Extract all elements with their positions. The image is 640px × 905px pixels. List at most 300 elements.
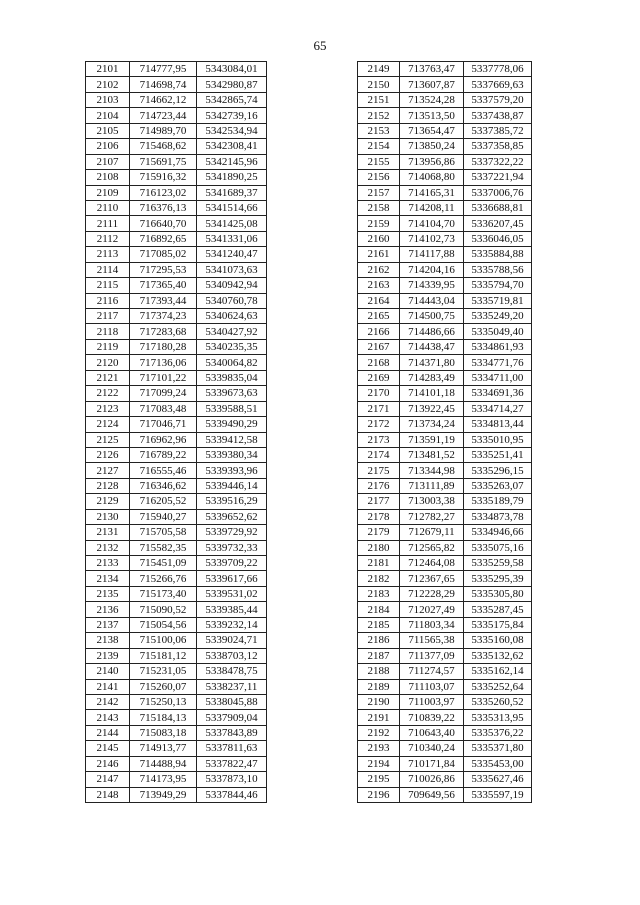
x-coordinate-cell: 717046,71	[130, 417, 197, 432]
table-row	[358, 62, 532, 77]
y-coordinate-cell: 5334714,27	[464, 401, 532, 416]
table-row	[358, 741, 532, 756]
x-coordinate-cell: 710026,86	[400, 772, 464, 787]
table-row	[86, 77, 267, 92]
y-coordinate-cell: 5339652,62	[197, 509, 267, 524]
y-coordinate-cell: 5337322,22	[464, 154, 532, 169]
table-row	[86, 293, 267, 308]
point-number-cell: 2152	[358, 108, 400, 123]
x-coordinate-cell: 713922,45	[400, 401, 464, 416]
y-coordinate-cell: 5337579,20	[464, 92, 532, 107]
point-number-cell: 2182	[358, 571, 400, 586]
x-coordinate-cell: 713513,50	[400, 108, 464, 123]
point-number-cell: 2105	[86, 123, 130, 138]
table-row	[86, 370, 267, 385]
y-coordinate-cell: 5335249,20	[464, 309, 532, 324]
y-coordinate-cell: 5335794,70	[464, 278, 532, 293]
x-coordinate-cell: 714165,31	[400, 185, 464, 200]
point-number-cell: 2123	[86, 401, 130, 416]
table-row	[358, 355, 532, 370]
x-coordinate-cell: 717101,22	[130, 370, 197, 385]
y-coordinate-cell: 5337778,06	[464, 62, 532, 77]
point-number-cell: 2190	[358, 694, 400, 709]
x-coordinate-cell: 715916,32	[130, 170, 197, 185]
point-number-cell: 2147	[86, 772, 130, 787]
y-coordinate-cell: 5339393,96	[197, 463, 267, 478]
table-row	[358, 123, 532, 138]
table-row	[358, 725, 532, 740]
point-number-cell: 2154	[358, 139, 400, 154]
x-coordinate-cell: 715090,52	[130, 602, 197, 617]
point-number-cell: 2127	[86, 463, 130, 478]
table-row	[358, 216, 532, 231]
x-coordinate-cell: 715266,76	[130, 571, 197, 586]
point-number-cell: 2126	[86, 447, 130, 462]
point-number-cell: 2125	[86, 432, 130, 447]
y-coordinate-cell: 5334691,36	[464, 386, 532, 401]
x-coordinate-cell: 714443,04	[400, 293, 464, 308]
point-number-cell: 2185	[358, 617, 400, 632]
table-row	[86, 309, 267, 324]
x-coordinate-cell: 709649,56	[400, 787, 464, 802]
point-number-cell: 2177	[358, 494, 400, 509]
y-coordinate-cell: 5342308,41	[197, 139, 267, 154]
y-coordinate-cell: 5337358,85	[464, 139, 532, 154]
point-number-cell: 2118	[86, 324, 130, 339]
y-coordinate-cell: 5336207,45	[464, 216, 532, 231]
point-number-cell: 2113	[86, 247, 130, 262]
point-number-cell: 2179	[358, 525, 400, 540]
x-coordinate-cell: 714438,47	[400, 339, 464, 354]
x-coordinate-cell: 717083,48	[130, 401, 197, 416]
y-coordinate-cell: 5337843,89	[197, 725, 267, 740]
point-number-cell: 2129	[86, 494, 130, 509]
x-coordinate-cell: 714102,73	[400, 231, 464, 246]
point-number-cell: 2149	[358, 62, 400, 77]
x-coordinate-cell: 715250,13	[130, 694, 197, 709]
y-coordinate-cell: 5337822,47	[197, 756, 267, 771]
y-coordinate-cell: 5337844,46	[197, 787, 267, 802]
coordinates-table-left	[85, 61, 267, 803]
x-coordinate-cell: 714204,16	[400, 262, 464, 277]
x-coordinate-cell: 717099,24	[130, 386, 197, 401]
table-row	[358, 478, 532, 493]
y-coordinate-cell: 5335251,41	[464, 447, 532, 462]
point-number-cell: 2172	[358, 417, 400, 432]
x-coordinate-cell: 711377,09	[400, 648, 464, 663]
point-number-cell: 2133	[86, 556, 130, 571]
y-coordinate-cell: 5335597,19	[464, 787, 532, 802]
table-row	[86, 586, 267, 601]
x-coordinate-cell: 717374,23	[130, 309, 197, 324]
table-row	[86, 108, 267, 123]
x-coordinate-cell: 712679,11	[400, 525, 464, 540]
y-coordinate-cell: 5335313,95	[464, 710, 532, 725]
y-coordinate-cell: 5335305,80	[464, 586, 532, 601]
point-number-cell: 2169	[358, 370, 400, 385]
y-coordinate-cell: 5339446,14	[197, 478, 267, 493]
point-number-cell: 2176	[358, 478, 400, 493]
table-row	[86, 787, 267, 802]
table-row	[86, 62, 267, 77]
table-row	[358, 664, 532, 679]
x-coordinate-cell: 713344,98	[400, 463, 464, 478]
y-coordinate-cell: 5341331,06	[197, 231, 267, 246]
table-row	[358, 494, 532, 509]
table-row	[358, 772, 532, 787]
table-row	[86, 602, 267, 617]
y-coordinate-cell: 5341425,08	[197, 216, 267, 231]
table-row	[86, 463, 267, 478]
x-coordinate-cell: 714913,77	[130, 741, 197, 756]
point-number-cell: 2114	[86, 262, 130, 277]
x-coordinate-cell: 715054,56	[130, 617, 197, 632]
point-number-cell: 2192	[358, 725, 400, 740]
y-coordinate-cell: 5343084,01	[197, 62, 267, 77]
point-number-cell: 2189	[358, 679, 400, 694]
table-row	[86, 339, 267, 354]
y-coordinate-cell: 5335259,58	[464, 556, 532, 571]
x-coordinate-cell: 713956,86	[400, 154, 464, 169]
table-row	[358, 185, 532, 200]
table-row	[86, 324, 267, 339]
table-row	[358, 77, 532, 92]
table-row	[86, 571, 267, 586]
point-number-cell: 2161	[358, 247, 400, 262]
table-row	[86, 92, 267, 107]
point-number-cell: 2163	[358, 278, 400, 293]
y-coordinate-cell: 5339490,29	[197, 417, 267, 432]
x-coordinate-cell: 715705,58	[130, 525, 197, 540]
point-number-cell: 2108	[86, 170, 130, 185]
coordinates-table-right	[357, 61, 532, 803]
y-coordinate-cell: 5335884,88	[464, 247, 532, 262]
x-coordinate-cell: 713949,29	[130, 787, 197, 802]
point-number-cell: 2119	[86, 339, 130, 354]
x-coordinate-cell: 715582,35	[130, 540, 197, 555]
table-row	[358, 370, 532, 385]
point-number-cell: 2104	[86, 108, 130, 123]
y-coordinate-cell: 5335453,00	[464, 756, 532, 771]
point-number-cell: 2136	[86, 602, 130, 617]
point-number-cell: 2158	[358, 200, 400, 215]
table-row	[358, 679, 532, 694]
x-coordinate-cell: 717085,02	[130, 247, 197, 262]
y-coordinate-cell: 5339385,44	[197, 602, 267, 617]
table-row	[358, 247, 532, 262]
table-row	[86, 231, 267, 246]
point-number-cell: 2117	[86, 309, 130, 324]
x-coordinate-cell: 713481,52	[400, 447, 464, 462]
x-coordinate-cell: 715451,09	[130, 556, 197, 571]
x-coordinate-cell: 716205,52	[130, 494, 197, 509]
point-number-cell: 2148	[86, 787, 130, 802]
y-coordinate-cell: 5335252,64	[464, 679, 532, 694]
point-number-cell: 2145	[86, 741, 130, 756]
y-coordinate-cell: 5336688,81	[464, 200, 532, 215]
point-number-cell: 2102	[86, 77, 130, 92]
point-number-cell: 2167	[358, 339, 400, 354]
table-row	[86, 123, 267, 138]
y-coordinate-cell: 5340235,35	[197, 339, 267, 354]
table-row	[86, 617, 267, 632]
x-coordinate-cell: 713111,89	[400, 478, 464, 493]
x-coordinate-cell: 714698,74	[130, 77, 197, 92]
y-coordinate-cell: 5334711,00	[464, 370, 532, 385]
x-coordinate-cell: 714101,18	[400, 386, 464, 401]
point-number-cell: 2195	[358, 772, 400, 787]
point-number-cell: 2165	[358, 309, 400, 324]
table-row	[358, 602, 532, 617]
point-number-cell: 2166	[358, 324, 400, 339]
x-coordinate-cell: 717393,44	[130, 293, 197, 308]
table-row	[86, 170, 267, 185]
x-coordinate-cell: 713734,24	[400, 417, 464, 432]
y-coordinate-cell: 5340427,92	[197, 324, 267, 339]
point-number-cell: 2122	[86, 386, 130, 401]
point-number-cell: 2178	[358, 509, 400, 524]
y-coordinate-cell: 5339617,66	[197, 571, 267, 586]
x-coordinate-cell: 716123,02	[130, 185, 197, 200]
point-number-cell: 2143	[86, 710, 130, 725]
point-number-cell: 2109	[86, 185, 130, 200]
y-coordinate-cell: 5335371,80	[464, 741, 532, 756]
table-row	[358, 324, 532, 339]
table-row	[358, 586, 532, 601]
table-row	[358, 309, 532, 324]
y-coordinate-cell: 5334861,93	[464, 339, 532, 354]
x-coordinate-cell: 714662,12	[130, 92, 197, 107]
y-coordinate-cell: 5341240,47	[197, 247, 267, 262]
point-number-cell: 2171	[358, 401, 400, 416]
y-coordinate-cell: 5339673,63	[197, 386, 267, 401]
y-coordinate-cell: 5341073,63	[197, 262, 267, 277]
point-number-cell: 2194	[358, 756, 400, 771]
point-number-cell: 2181	[358, 556, 400, 571]
y-coordinate-cell: 5335189,79	[464, 494, 532, 509]
x-coordinate-cell: 716346,62	[130, 478, 197, 493]
point-number-cell: 2196	[358, 787, 400, 802]
table-row	[358, 648, 532, 663]
table-row	[358, 525, 532, 540]
y-coordinate-cell: 5335075,16	[464, 540, 532, 555]
x-coordinate-cell: 716640,70	[130, 216, 197, 231]
point-number-cell: 2151	[358, 92, 400, 107]
table-row	[86, 447, 267, 462]
x-coordinate-cell: 714104,70	[400, 216, 464, 231]
y-coordinate-cell: 5341689,37	[197, 185, 267, 200]
y-coordinate-cell: 5339588,51	[197, 401, 267, 416]
table-row	[86, 633, 267, 648]
y-coordinate-cell: 5337669,63	[464, 77, 532, 92]
point-number-cell: 2170	[358, 386, 400, 401]
table-row	[86, 556, 267, 571]
point-number-cell: 2191	[358, 710, 400, 725]
table-row	[86, 478, 267, 493]
point-number-cell: 2139	[86, 648, 130, 663]
point-number-cell: 2175	[358, 463, 400, 478]
x-coordinate-cell: 714723,44	[130, 108, 197, 123]
table-row	[86, 756, 267, 771]
y-coordinate-cell: 5334771,76	[464, 355, 532, 370]
point-number-cell: 2164	[358, 293, 400, 308]
table-row	[358, 756, 532, 771]
point-number-cell: 2174	[358, 447, 400, 462]
y-coordinate-cell: 5335788,56	[464, 262, 532, 277]
x-coordinate-cell: 716789,22	[130, 447, 197, 462]
x-coordinate-cell: 715231,05	[130, 664, 197, 679]
table-row	[86, 355, 267, 370]
table-row	[358, 139, 532, 154]
table-row	[358, 463, 532, 478]
y-coordinate-cell: 5341514,66	[197, 200, 267, 215]
y-coordinate-cell: 5334813,44	[464, 417, 532, 432]
x-coordinate-cell: 710839,22	[400, 710, 464, 725]
y-coordinate-cell: 5339531,02	[197, 586, 267, 601]
x-coordinate-cell: 713591,19	[400, 432, 464, 447]
table-row	[358, 92, 532, 107]
x-coordinate-cell: 712464,08	[400, 556, 464, 571]
x-coordinate-cell: 714488,94	[130, 756, 197, 771]
x-coordinate-cell: 717365,40	[130, 278, 197, 293]
x-coordinate-cell: 715691,75	[130, 154, 197, 169]
table-row	[358, 262, 532, 277]
y-coordinate-cell: 5342980,87	[197, 77, 267, 92]
table-row	[358, 633, 532, 648]
point-number-cell: 2121	[86, 370, 130, 385]
table-row	[358, 787, 532, 802]
table-row	[86, 401, 267, 416]
y-coordinate-cell: 5341890,25	[197, 170, 267, 185]
x-coordinate-cell: 714777,95	[130, 62, 197, 77]
table-row	[86, 772, 267, 787]
x-coordinate-cell: 713524,28	[400, 92, 464, 107]
point-number-cell: 2153	[358, 123, 400, 138]
x-coordinate-cell: 714173,95	[130, 772, 197, 787]
y-coordinate-cell: 5337873,10	[197, 772, 267, 787]
y-coordinate-cell: 5337438,87	[464, 108, 532, 123]
table-row	[86, 664, 267, 679]
x-coordinate-cell: 716376,13	[130, 200, 197, 215]
table-row	[86, 710, 267, 725]
x-coordinate-cell: 711565,38	[400, 633, 464, 648]
y-coordinate-cell: 5335287,45	[464, 602, 532, 617]
x-coordinate-cell: 713850,24	[400, 139, 464, 154]
point-number-cell: 2156	[358, 170, 400, 185]
point-number-cell: 2130	[86, 509, 130, 524]
point-number-cell: 2186	[358, 633, 400, 648]
y-coordinate-cell: 5340064,82	[197, 355, 267, 370]
y-coordinate-cell: 5335010,95	[464, 432, 532, 447]
point-number-cell: 2107	[86, 154, 130, 169]
y-coordinate-cell: 5335132,62	[464, 648, 532, 663]
x-coordinate-cell: 712782,27	[400, 509, 464, 524]
table-row	[358, 293, 532, 308]
point-number-cell: 2131	[86, 525, 130, 540]
y-coordinate-cell: 5339835,04	[197, 370, 267, 385]
y-coordinate-cell: 5342865,74	[197, 92, 267, 107]
y-coordinate-cell: 5338237,11	[197, 679, 267, 694]
point-number-cell: 2132	[86, 540, 130, 555]
table-row	[358, 447, 532, 462]
y-coordinate-cell: 5335376,22	[464, 725, 532, 740]
x-coordinate-cell: 712228,29	[400, 586, 464, 601]
x-coordinate-cell: 715184,13	[130, 710, 197, 725]
table-row	[86, 247, 267, 262]
x-coordinate-cell: 711803,34	[400, 617, 464, 632]
table-row	[358, 386, 532, 401]
y-coordinate-cell: 5338045,88	[197, 694, 267, 709]
point-number-cell: 2188	[358, 664, 400, 679]
table-row	[86, 679, 267, 694]
x-coordinate-cell: 717180,28	[130, 339, 197, 354]
point-number-cell: 2101	[86, 62, 130, 77]
table-row	[86, 185, 267, 200]
table-row	[358, 278, 532, 293]
table-row	[358, 417, 532, 432]
table-row	[86, 741, 267, 756]
point-number-cell: 2173	[358, 432, 400, 447]
point-number-cell: 2180	[358, 540, 400, 555]
y-coordinate-cell: 5342534,94	[197, 123, 267, 138]
y-coordinate-cell: 5342145,96	[197, 154, 267, 169]
y-coordinate-cell: 5335049,40	[464, 324, 532, 339]
table-row	[358, 556, 532, 571]
y-coordinate-cell: 5339709,22	[197, 556, 267, 571]
point-number-cell: 2112	[86, 231, 130, 246]
table-row	[86, 694, 267, 709]
x-coordinate-cell: 710340,24	[400, 741, 464, 756]
table-row	[86, 262, 267, 277]
y-coordinate-cell: 5335162,14	[464, 664, 532, 679]
x-coordinate-cell: 714500,75	[400, 309, 464, 324]
table-row	[86, 386, 267, 401]
x-coordinate-cell: 715468,62	[130, 139, 197, 154]
table-row	[86, 648, 267, 663]
y-coordinate-cell: 5336046,05	[464, 231, 532, 246]
table-row	[86, 525, 267, 540]
x-coordinate-cell: 715260,07	[130, 679, 197, 694]
point-number-cell: 2103	[86, 92, 130, 107]
table-row	[358, 108, 532, 123]
point-number-cell: 2184	[358, 602, 400, 617]
x-coordinate-cell: 714989,70	[130, 123, 197, 138]
y-coordinate-cell: 5339516,29	[197, 494, 267, 509]
y-coordinate-cell: 5340760,78	[197, 293, 267, 308]
x-coordinate-cell: 715083,18	[130, 725, 197, 740]
y-coordinate-cell: 5338478,75	[197, 664, 267, 679]
table-row	[86, 154, 267, 169]
y-coordinate-cell: 5339232,14	[197, 617, 267, 632]
y-coordinate-cell: 5342739,16	[197, 108, 267, 123]
table-row	[86, 417, 267, 432]
point-number-cell: 2159	[358, 216, 400, 231]
x-coordinate-cell: 716892,65	[130, 231, 197, 246]
x-coordinate-cell: 714068,80	[400, 170, 464, 185]
y-coordinate-cell: 5337909,04	[197, 710, 267, 725]
point-number-cell: 2137	[86, 617, 130, 632]
x-coordinate-cell: 714339,95	[400, 278, 464, 293]
x-coordinate-cell: 714283,49	[400, 370, 464, 385]
table-row	[358, 710, 532, 725]
table-row	[358, 540, 532, 555]
table-row	[86, 494, 267, 509]
point-number-cell: 2162	[358, 262, 400, 277]
point-number-cell: 2124	[86, 417, 130, 432]
y-coordinate-cell: 5337811,63	[197, 741, 267, 756]
x-coordinate-cell: 712027,49	[400, 602, 464, 617]
point-number-cell: 2150	[358, 77, 400, 92]
